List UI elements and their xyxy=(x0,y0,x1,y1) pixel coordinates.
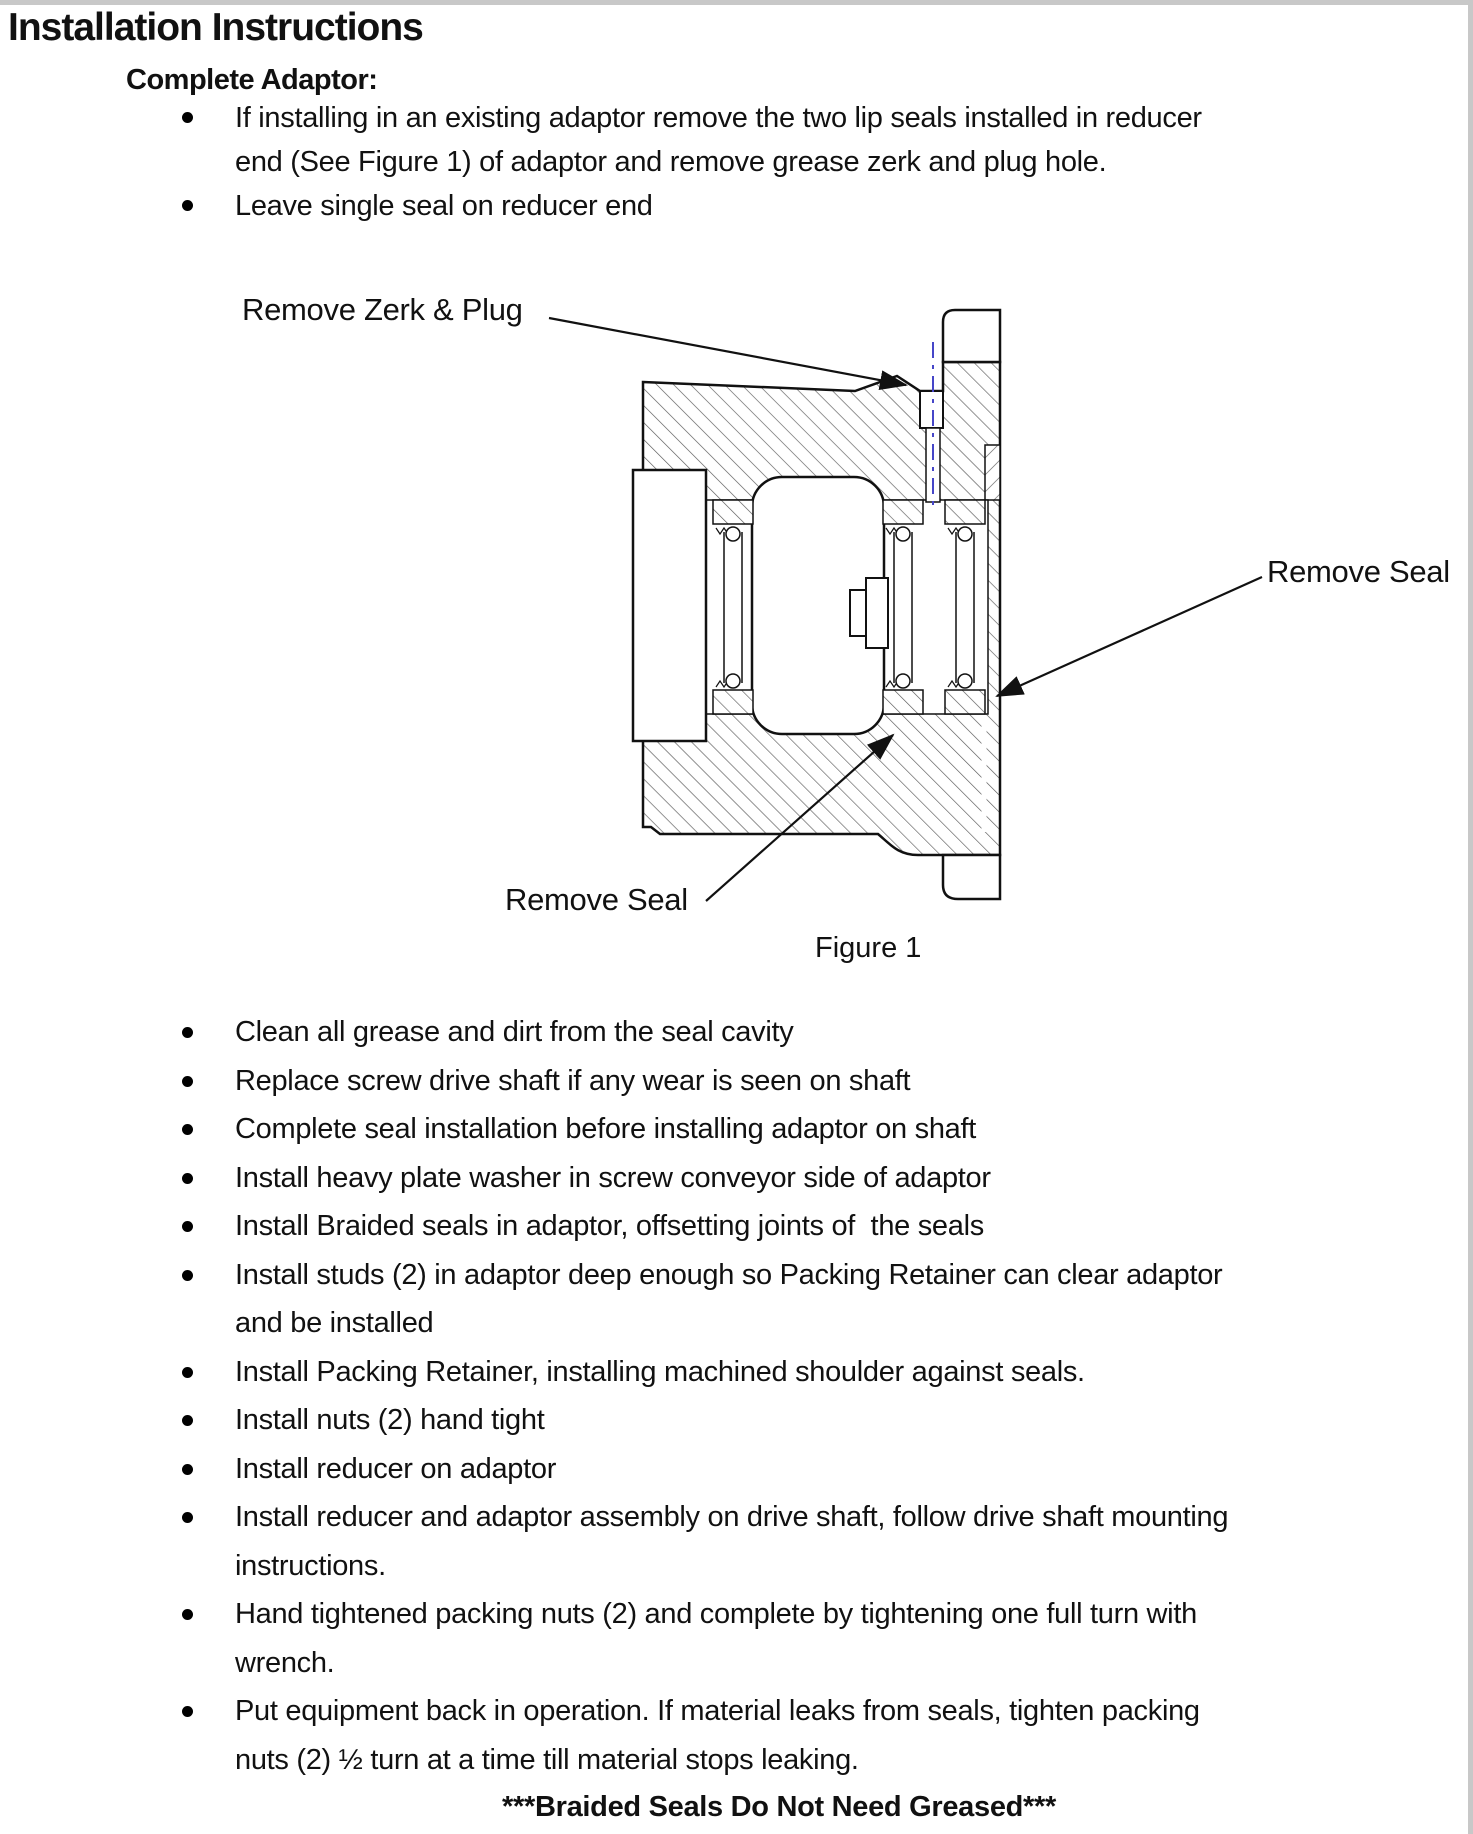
bullet-item xyxy=(0,1348,1460,1397)
bullet-item xyxy=(0,1105,1460,1154)
figure-caption: Figure 1 xyxy=(815,932,922,964)
bullet-item xyxy=(0,1590,1460,1687)
bullet-item xyxy=(0,1687,1460,1784)
bullet-item xyxy=(0,1154,1460,1203)
plate-washer-block xyxy=(633,470,706,741)
bullet-text: Install Braided seals in adaptor, offsetting joints of the seals xyxy=(235,1210,984,1242)
bullet-dot-icon xyxy=(182,1367,193,1378)
bullet-dot-icon xyxy=(182,1076,193,1087)
page-title: Installation Instructions xyxy=(8,6,423,49)
bullet-text: Leave single seal on reducer end xyxy=(235,190,653,222)
bullet-item xyxy=(0,1493,1460,1590)
bullet-dot-icon xyxy=(182,1464,193,1475)
scan-edge-top xyxy=(0,0,1473,5)
bullet-item xyxy=(0,1202,1460,1251)
bullet-text: Install nuts (2) hand tight xyxy=(235,1404,545,1436)
bullet-dot-icon xyxy=(182,1512,193,1523)
bullet-dot-icon xyxy=(182,1027,193,1038)
bullet-item xyxy=(0,1057,1460,1106)
bullet-item xyxy=(0,184,1460,228)
adaptor-cross-section-drawing xyxy=(0,250,1473,995)
bullet-dot-icon xyxy=(182,1270,193,1281)
bullet-dot-icon xyxy=(182,1221,193,1232)
bullet-dot-icon xyxy=(182,200,193,211)
bullet-item xyxy=(0,1396,1460,1445)
bullet-item xyxy=(0,96,1460,184)
bullet-dot-icon xyxy=(182,1706,193,1717)
bullet-text: Install reducer on adaptor xyxy=(235,1452,557,1485)
bullet-dot-icon xyxy=(182,1124,193,1135)
bullet-text: Put equipment back in operation. If material leaks from seals, tighten packing nuts (2) ½ turn at a time till material stops leaking. xyxy=(235,1695,1200,1776)
bullet-text: Clean all grease and dirt from the seal cavity xyxy=(235,1016,794,1048)
figure-label-zerk: Remove Zerk & Plug xyxy=(242,292,523,327)
bullet-text: Install heavy plate washer in screw conveyor side of adaptor xyxy=(235,1161,991,1194)
steps-bullet-list xyxy=(0,1008,1460,1784)
bullet-text: Install reducer and adaptor assembly on drive shaft, follow drive shaft mounting instructions. xyxy=(235,1501,1229,1582)
bullet-item xyxy=(0,1008,1460,1057)
bullet-text: Complete seal installation before installing adaptor on shaft xyxy=(235,1113,976,1145)
bullet-dot-icon xyxy=(182,1609,193,1620)
figure-1 xyxy=(0,250,1473,995)
flange-bottom-block xyxy=(943,855,1000,899)
flange-step-notch xyxy=(985,445,1000,500)
intro-bullet-list xyxy=(0,96,1460,228)
bullet-text: Install studs (2) in adaptor deep enough so Packing Retainer can clear adaptor and be installed xyxy=(235,1258,1223,1339)
bullet-item xyxy=(0,1445,1460,1494)
figure-label-seal-right: Remove Seal xyxy=(1267,554,1450,589)
seal-arrow-right xyxy=(997,577,1262,696)
footer-note: ***Braided Seals Do Not Need Greased*** xyxy=(502,1791,1057,1823)
bullet-dot-icon xyxy=(182,1415,193,1426)
bullet-text: If installing in an existing adaptor remove the two lip seals installed in reducer end (See Figure 1) of adaptor and remove grease zerk and plug hole. xyxy=(235,102,1202,178)
bullet-text: Hand tightened packing nuts (2) and complete by tightening one full turn with wrench. xyxy=(235,1598,1197,1679)
bullet-text: Install Packing Retainer, installing machined shoulder against seals. xyxy=(235,1355,1085,1388)
zerk-plug xyxy=(920,391,943,428)
zerk-arrow xyxy=(549,318,906,385)
bullet-text: Replace screw drive shaft if any wear is seen on shaft xyxy=(235,1064,911,1097)
figure-label-seal-bottom: Remove Seal xyxy=(505,882,688,917)
flange-top-block xyxy=(943,310,1000,362)
bullet-dot-icon xyxy=(182,112,193,123)
bullet-dot-icon xyxy=(182,1173,193,1184)
section-heading: Complete Adaptor: xyxy=(126,64,378,96)
bullet-item xyxy=(0,1251,1460,1348)
